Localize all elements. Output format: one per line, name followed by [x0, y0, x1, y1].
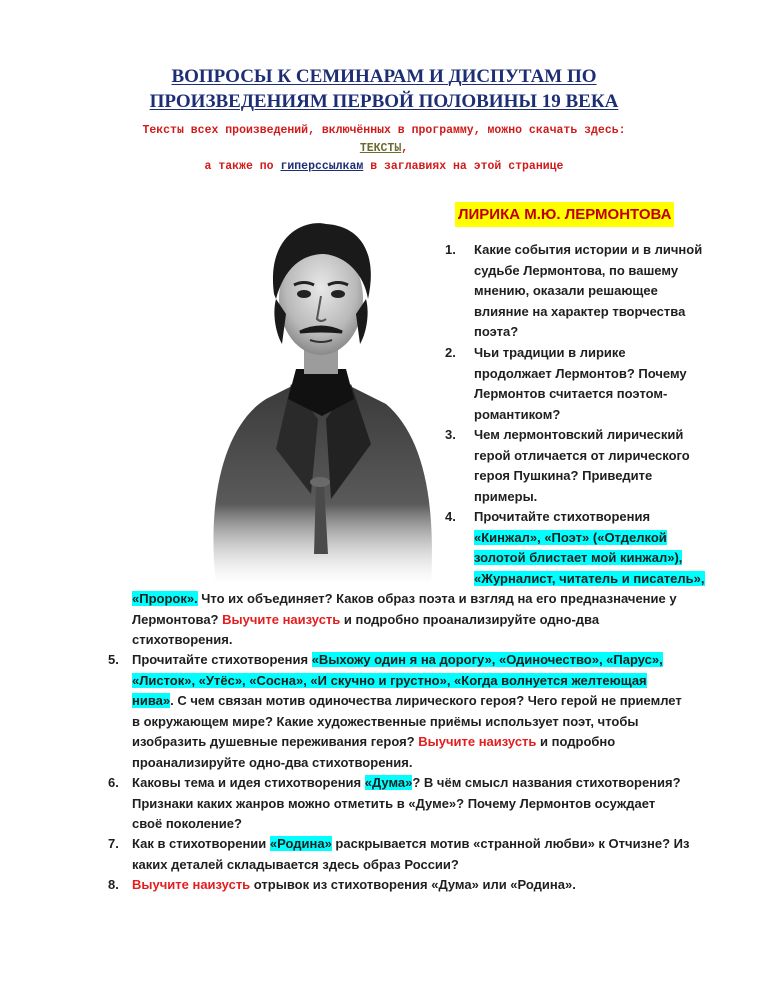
- q1-line-2: судьбе Лермонтова, по вашему: [474, 262, 679, 278]
- subtitle-line-1: Тексты всех произведений, включённых в программу, можно скачать здесь:: [142, 124, 626, 137]
- q3-line-3: героя Пушкина? Приведите: [474, 468, 653, 483]
- q7-highlight-rodina[interactable]: «Родина»: [269, 836, 332, 851]
- q4-memorize: Выучите наизусть: [222, 611, 341, 627]
- subtitle-line-3-pre: а также по: [204, 160, 281, 173]
- q7-line-1a: Как в стихотворении: [132, 836, 270, 851]
- question-3: [474, 425, 690, 507]
- question-4-top: [474, 507, 705, 589]
- q6-highlight-duma[interactable]: «Дума»: [364, 775, 413, 790]
- q5-highlight-2[interactable]: «Листок», «Утёс», «Сосна», «И скучно и грустно», «Когда волнуется желтеющая: [132, 672, 647, 688]
- hyperlinks-link[interactable]: гиперссылкам: [280, 160, 364, 173]
- q3-line-2: герой отличается от лирического: [474, 447, 690, 463]
- q3-line-4: примеры.: [474, 488, 538, 504]
- q7-line-1b: раскрывается мотив «странной любви» к Отчизне? Из: [331, 836, 690, 851]
- q7-number: 7.: [108, 836, 119, 851]
- q7-line-2: каких деталей складывается здесь образ России?: [132, 856, 459, 872]
- q6-line-2: Признаки каких жанров можно отметить в «Думе»? Почему Лермонтов осуждает: [132, 795, 656, 811]
- question-6: [132, 773, 681, 835]
- q4-highlight-zhurnalist[interactable]: «Журналист, читатель и писатель»,: [474, 570, 705, 586]
- q2-line-2: продолжает Лермонтов? Почему: [474, 365, 687, 381]
- q1-number: 1.: [445, 242, 456, 257]
- q4-highlight-otdelkoy[interactable]: золотой блистает мой кинжал»),: [474, 550, 683, 565]
- q2-line-1: Чьи традиции в лирике: [474, 345, 626, 360]
- q5-line-6: проанализируйте одно-два стихотворения.: [132, 754, 413, 770]
- q3-number: 3.: [445, 427, 456, 442]
- q5-highlight-niva[interactable]: нива»: [132, 693, 171, 708]
- q8-number: 8.: [108, 877, 119, 892]
- q5-memorize: Выучите наизусть: [418, 734, 537, 749]
- subtitle-line-3-post: в заглавиях на этой странице: [363, 160, 564, 173]
- question-4-bottom: [132, 589, 677, 651]
- section-title-lermontov-lyrics[interactable]: ЛИРИКА М.Ю. ЛЕРМОНТОВА: [455, 202, 674, 227]
- q1-line-1: Какие события истории и в личной: [474, 242, 703, 257]
- q2-line-3: Лермонтов считается поэтом-: [474, 386, 668, 401]
- q4-highlight-prorok[interactable]: «Пророк».: [132, 591, 198, 606]
- subtitle-comma: ,: [401, 142, 409, 155]
- q4-line-6a: Лермонтова?: [132, 611, 223, 627]
- title-line-2: ПРОИЗВЕДЕНИЯМ ПЕРВОЙ ПОЛОВИНЫ 19 ВЕКА: [149, 91, 619, 112]
- q1-line-5: поэта?: [474, 324, 519, 339]
- question-8: [132, 875, 576, 896]
- q4-number: 4.: [445, 509, 456, 524]
- q5-line-5a: изобразить душевные переживания героя?: [132, 734, 419, 749]
- q5-number: 5.: [108, 652, 119, 667]
- q5-line-5b: и подробно: [536, 734, 616, 749]
- q2-line-4: романтиком?: [474, 406, 561, 422]
- q6-number: 6.: [108, 775, 119, 790]
- q6-line-3: своё поколение?: [132, 816, 242, 831]
- q6-line-1b: ? В чём смысл названия стихотворения?: [412, 775, 681, 790]
- subtitle: [0, 122, 768, 176]
- q4-line-7: стихотворения.: [132, 632, 233, 647]
- q1-line-3: мнению, оказали решающее: [474, 283, 658, 298]
- q5-line-1: Прочитайте стихотворения: [132, 652, 312, 667]
- lermontov-portrait: [196, 194, 444, 584]
- texts-link[interactable]: ТЕКСТЫ: [359, 142, 402, 155]
- question-1: [474, 240, 702, 343]
- q2-number: 2.: [445, 345, 456, 360]
- q5-highlight-1[interactable]: «Выхожу один я на дорогу», «Одиночество», «Парус»,: [311, 652, 663, 667]
- q6-line-1a: Каковы тема и идея стихотворения: [132, 775, 365, 790]
- subtitle-line-2: [0, 140, 768, 158]
- subtitle-line-3: [0, 158, 768, 176]
- q4-line-1: Прочитайте стихотворения: [474, 509, 651, 524]
- title-line-1: ВОПРОСЫ К СЕМИНАРАМ И ДИСПУТАМ ПО: [171, 66, 597, 87]
- q5-line-3b: . С чем связан мотив одиночества лирического героя? Чего герой не приемлет: [170, 693, 682, 708]
- question-2: [474, 343, 687, 425]
- page-title: [0, 64, 768, 114]
- q3-line-1: Чем лермонтовский лирический: [474, 427, 684, 442]
- q4-line-6b: и подробно проанализируйте одно-два: [340, 611, 600, 627]
- q8-memorize: Выучите наизусть: [132, 877, 251, 892]
- q8-line-1b: отрывок из стихотворения «Дума» или «Родина».: [250, 877, 576, 892]
- q4-line-5: Что их объединяет? Каков образ поэта и взгляд на его предназначение у: [197, 591, 677, 606]
- q5-line-4: в окружающем мире? Какие художественные приёмы использует поэт, чтобы: [132, 713, 639, 729]
- question-5: [132, 650, 682, 773]
- q4-highlight-kinzhal-poet[interactable]: «Кинжал», «Поэт» («Отделкой: [474, 529, 667, 545]
- q1-line-4: влияние на характер творчества: [474, 303, 686, 319]
- question-7: [132, 834, 689, 875]
